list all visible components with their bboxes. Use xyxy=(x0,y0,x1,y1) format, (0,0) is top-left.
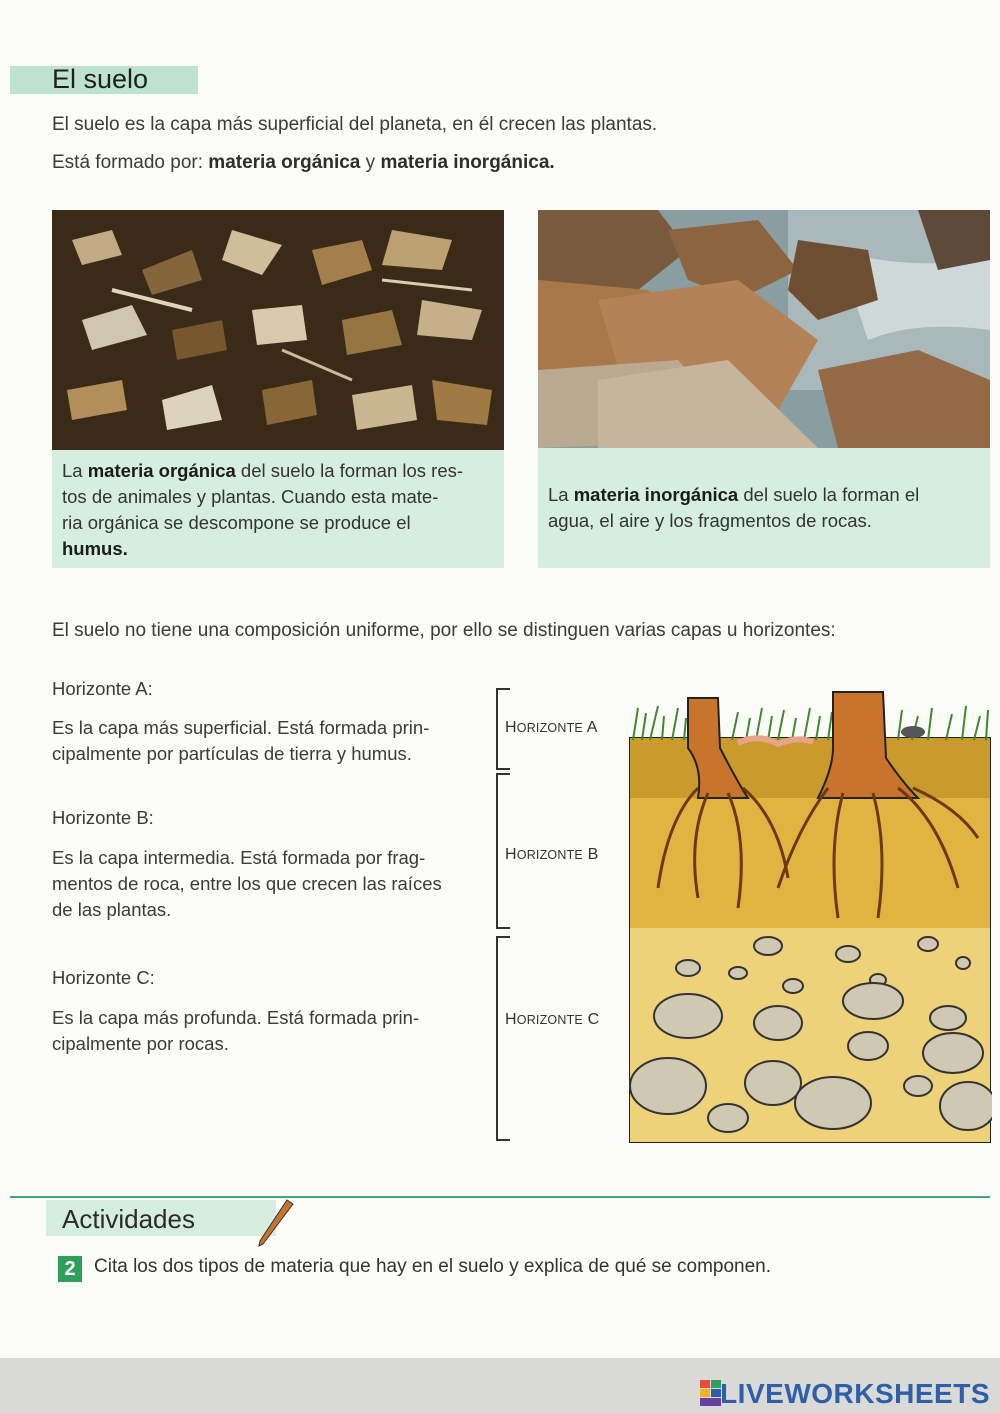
horizon-a-label: Horizonte A: xyxy=(52,678,153,699)
activities-divider xyxy=(10,1196,990,1198)
diagram-label-horizon-b: HORIZONTE B xyxy=(505,846,599,863)
pencil-icon xyxy=(255,1198,295,1248)
horizon-b-text: Es la capa intermedia. Está formada por frag- mentos de roca, entre los que crecen las raíces de las plantas. xyxy=(52,847,442,920)
horizon-c-text: Es la capa más profunda. Está formada prin- cipalmente por rocas. xyxy=(52,1007,420,1054)
layers-intro: El suelo no tiene una composición uniforme, por ello se distinguen varias capas u horizontes: xyxy=(52,620,836,641)
horizon-b-label: Horizonte B: xyxy=(52,807,154,828)
organic-matter-caption: La materia orgánica del suelo la forman los res- tos de animales y plantas. Cuando esta mate- ria orgánica se descompone se produce el humus. xyxy=(52,450,504,568)
question-number-badge: 2 xyxy=(58,1256,82,1282)
intro-line-1: El suelo es la capa más superficial del planeta, en él crecen las plantas. xyxy=(52,114,658,135)
inorganic-matter-caption: La materia inorgánica del suelo la forman el agua, el aire y los fragmentos de rocas. xyxy=(538,448,990,568)
soil-profile-illustration xyxy=(628,688,992,1144)
organic-matter-photo xyxy=(52,210,504,450)
horizon-a-text: Es la capa más superficial. Está formada prin- cipalmente por partículas de tierra y humus. xyxy=(52,717,430,764)
liveworksheets-logo-icon xyxy=(700,1380,722,1406)
inorganic-matter-photo xyxy=(538,210,990,448)
horizon-c-label: Horizonte C: xyxy=(52,967,155,988)
diagram-label-horizon-c: HORIZONTE C xyxy=(505,1011,600,1028)
activities-title: Actividades xyxy=(62,1204,195,1234)
page-title: El suelo xyxy=(52,64,149,94)
diagram-label-horizon-a: HORIZONTE A xyxy=(505,719,598,736)
bracket-horizon-c xyxy=(496,936,510,1141)
liveworksheets-watermark: LIVEWORKSHEETS xyxy=(720,1378,990,1409)
question-text: Cita los dos tipos de materia que hay en el suelo y explica de qué se componen. xyxy=(94,1256,772,1277)
intro-line-2: Está formado por: materia orgánica y materia inorgánica. xyxy=(52,152,555,173)
